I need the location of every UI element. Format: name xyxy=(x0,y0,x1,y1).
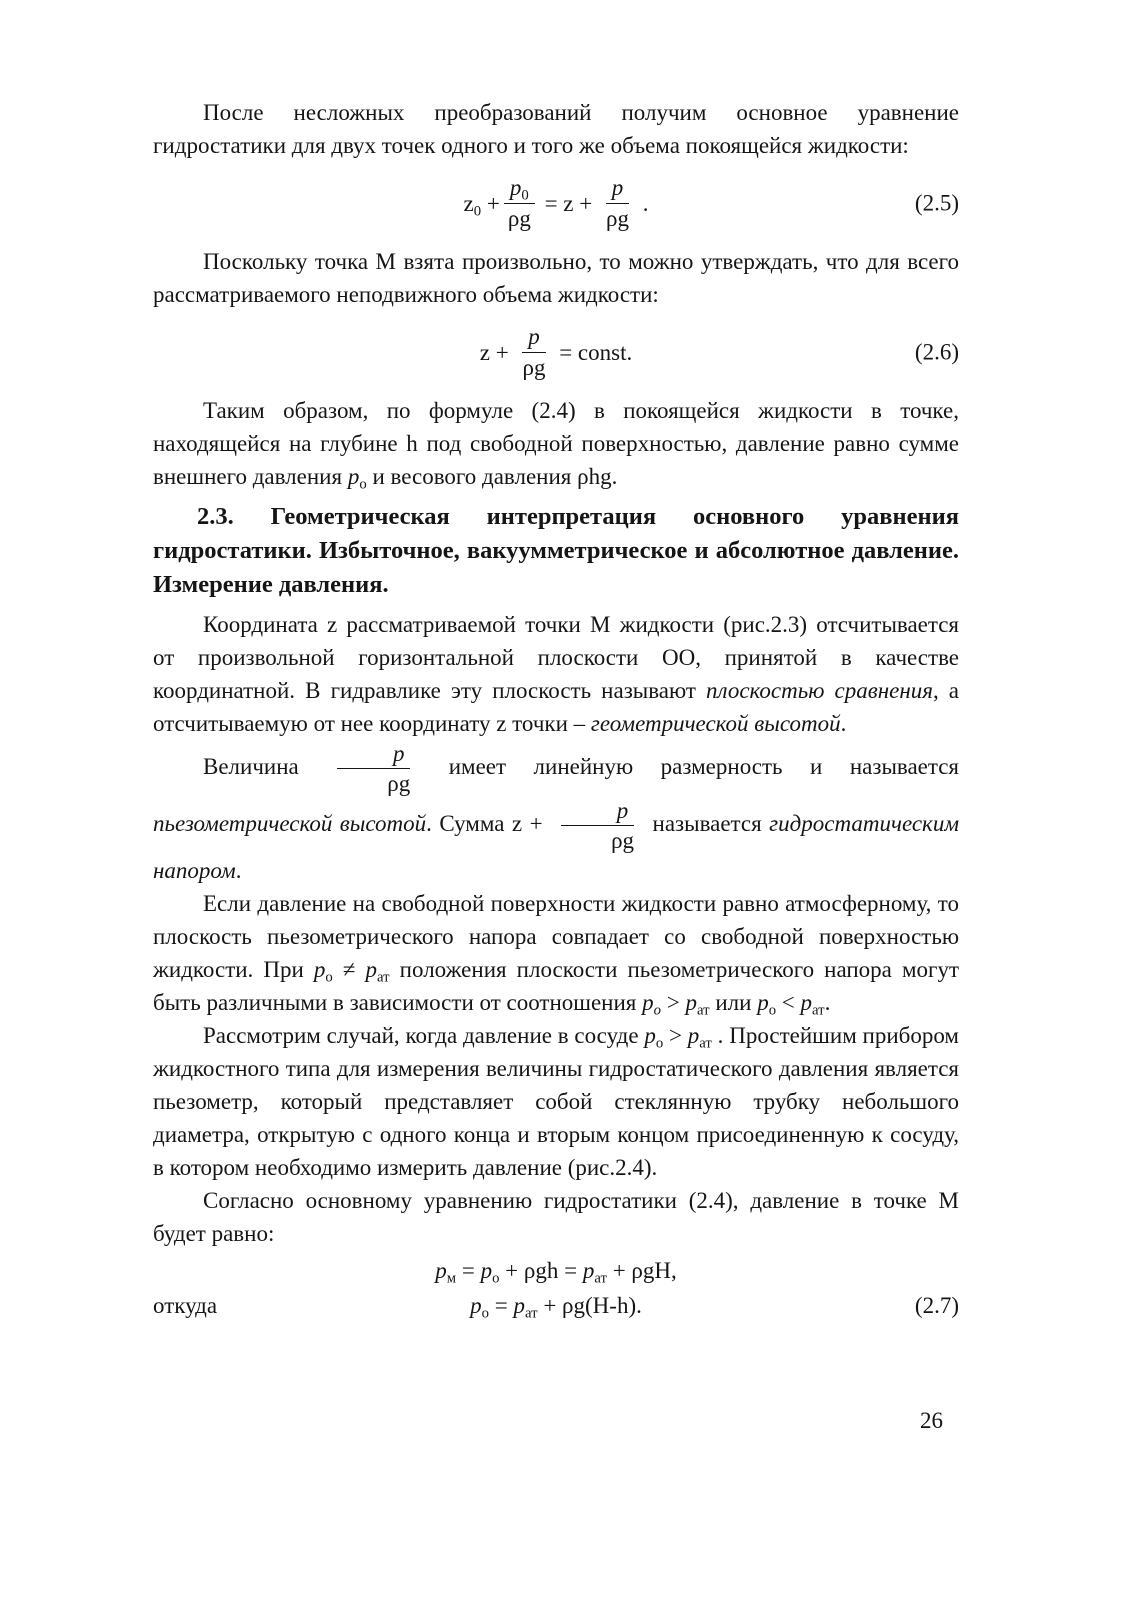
paragraph-basic-equation-intro: После несложных преобразований получим основное уравнение гидростатики для двух точек одного и того же объема покоящейся жидкости: xyxy=(153,100,959,158)
fraction-p-over-rho-g: $\frac{p}{\rho g}$ xyxy=(522,323,546,380)
equation-2-5-body xyxy=(464,174,649,233)
otkuda-label: откуда xyxy=(153,1293,218,1318)
fraction-p0-over-rho-g: $\frac{p0}{\rho g}$ xyxy=(502,174,537,233)
para5-mid2: . Сумма z + xyxy=(426,810,551,836)
paragraph-point-m: Поскольку точка М взята произвольно, то можно утверждать, что для всего рассматриваемого неподвижного объема жидкости: xyxy=(153,249,959,307)
term-hydrostatic-head: гидростатическим напором xyxy=(153,810,959,883)
eq25-mid: = z + xyxy=(538,190,598,216)
paragraph-coordinate-z: Координата z рассматриваемой точки М жидкости (рис.2.3) отсчитывается от произвольной горизонтальной плоскости ОО, принятой в качестве координатной. В гидравлике эту плоскость называют плоскостью сравнения, а отсчитываемую от нее координату z точки – геометрической высотой. xyxy=(153,612,960,736)
term-piezometric-height: пьезометрической высотой xyxy=(153,810,427,836)
inline-fraction-p-over-rho-g: $\frac{p}{\rho g}$ xyxy=(331,740,416,797)
para5-mid3: называется xyxy=(645,810,770,836)
paragraph-piezometric-height xyxy=(153,740,959,887)
paragraph-equation-2-4-pressure: Согласно основному уравнению гидростатики (2.4), давление в точке М будет равно: xyxy=(153,1188,959,1246)
equation-2-6-body xyxy=(480,323,632,382)
fraction-p-over-rho-g: $\frac{p}{\rho g}$ xyxy=(605,174,629,231)
para5-mid1: имеет линейную размерность и называется xyxy=(421,753,959,779)
equation-number-2-5: (2.5) xyxy=(914,190,959,216)
equation-number-2-7: (2.7) xyxy=(914,1293,959,1318)
equation-2-7-line2 xyxy=(153,1288,959,1324)
equation-2-7-line1: pм = pо + ρgh = pат + ρgH, xyxy=(435,1258,677,1287)
inline-fraction-p-over-rho-g: $\frac{p}{\rho g}$ xyxy=(555,797,640,854)
paragraph-formula-2-4: Таким образом, по формуле (2.4) в покоящейся жидкости в точке, находящейся на глубине h под свободной поверхностью, давление равно сумме внешнего давления pо и весового давления ρhg. xyxy=(153,398,959,493)
paragraph-piezometer: Рассмотрим случай, когда давление в сосуде pо > pат . Простейшим прибором жидкостного типа для измерения величины гидростатического давления является пьезометр, который представляет собой стеклянную трубку небольшого диаметра, открытую с одного конца и вторым концом присоединенную к сосуду, в котором необходимо измерить давление (рис.2.4). xyxy=(153,1023,959,1180)
page-number: 26 xyxy=(920,1408,943,1433)
equation-2-5 xyxy=(153,167,959,239)
eq25-lhs: z0 + xyxy=(463,190,500,219)
equation-2-7 xyxy=(153,1254,959,1324)
eq26-mid: = const. xyxy=(553,339,633,365)
equation-number-2-6: (2.6) xyxy=(914,339,959,365)
section-heading-2-3: 2.3. Геометрическая интерпретация основного уравнения гидростатики. Избыточное, вакуумметрическое и абсолютное давление. Измерение давления. xyxy=(153,503,959,598)
para5-lead: Величина xyxy=(203,753,327,779)
eq25-tail: . xyxy=(636,190,649,216)
eq26-lhs: z + xyxy=(479,339,515,365)
para5-tail: . xyxy=(235,858,242,883)
equation-2-6 xyxy=(153,316,959,388)
text-column xyxy=(153,96,959,1324)
paragraph-free-surface-pressure: Если давление на свободной поверхности жидкости равно атмосферному, то плоскость пьезометрического напора совпадает со свободной поверхностью жидкости. При pо ≠ pат положения плоскости пьезометрического напора могут быть различными в зависимости от соотношения pо > pат или pо < pат. xyxy=(153,891,959,1019)
equation-2-7-body: pо = pат + ρg(H-h). xyxy=(470,1293,642,1322)
